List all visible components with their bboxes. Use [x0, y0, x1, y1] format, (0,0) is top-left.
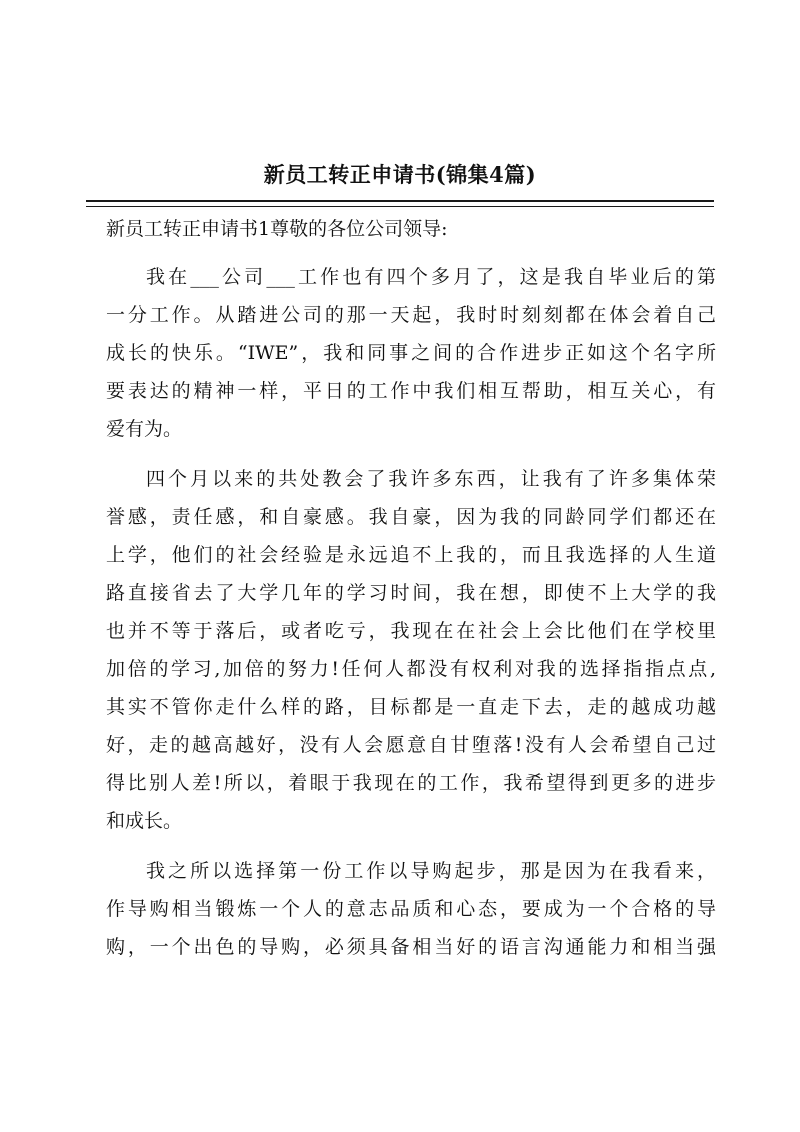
document-body — [106, 210, 716, 966]
paragraph-2-line: 路直接省去了大学几年的学习时间，我在想，即使不上大学的我 — [106, 582, 716, 604]
paragraph-2-line: 誉感，责任感，和自豪感。我自豪，因为我的同龄同学们都还在 — [106, 506, 716, 528]
paragraph-1-line: 我在___公司___工作也有四个多月了，这是我自毕业后的第 — [146, 266, 716, 288]
paragraph-2-line: 得比别人差!所以，着眼于我现在的工作，我希望得到更多的进步 — [106, 772, 716, 794]
paragraph-1-line: 一分工作。从踏进公司的那一天起，我时时刻刻都在体会着自己 — [106, 304, 716, 326]
paragraph-3-line: 作导购相当锻炼一个人的意志品质和心态，要成为一个合格的导 — [106, 898, 716, 920]
paragraph-2-line: 四个月以来的共处教会了我许多东西，让我有了许多集体荣 — [146, 468, 716, 490]
paragraph-2-line: 加倍的学习,加倍的努力!任何人都没有权利对我的选择指指点点, — [106, 658, 716, 680]
paragraph-2-line: 好，走的越高越好，没有人会愿意自甘堕落!没有人会希望自己过 — [106, 734, 716, 756]
paragraph-1-line: 成长的快乐。“IWE”，我和同事之间的合作进步正如这个名字所 — [106, 342, 716, 364]
paragraph-1-line: 要表达的精神一样，平日的工作中我们相互帮助，相互关心，有 — [106, 380, 716, 402]
paragraph-3-line: 购，一个出色的导购，必须具备相当好的语言沟通能力和相当强 — [106, 936, 716, 958]
document-title: 新员工转正申请书(锦集4篇) — [263, 162, 537, 187]
paragraph-1-line: 爱有为。 — [106, 418, 183, 440]
paragraph-2-line: 也并不等于落后，或者吃亏，我现在在社会上会比他们在学校里 — [106, 620, 716, 642]
title-divider-thin — [86, 206, 714, 207]
paragraph-2-line: 其实不管你走什么样的路，目标都是一直走下去，走的越成功越 — [106, 696, 716, 718]
salutation-line: 新员工转正申请书1尊敬的各位公司领导: — [106, 218, 448, 240]
paragraph-3-line: 我之所以选择第一份工作以导购起步，那是因为在我看来， — [146, 860, 716, 882]
paragraph-2-line: 上学，他们的社会经验是永远追不上我的，而且我选择的人生道 — [106, 544, 716, 566]
paragraph-2-line: 和成长。 — [106, 810, 183, 832]
title-divider-thick — [86, 200, 714, 202]
